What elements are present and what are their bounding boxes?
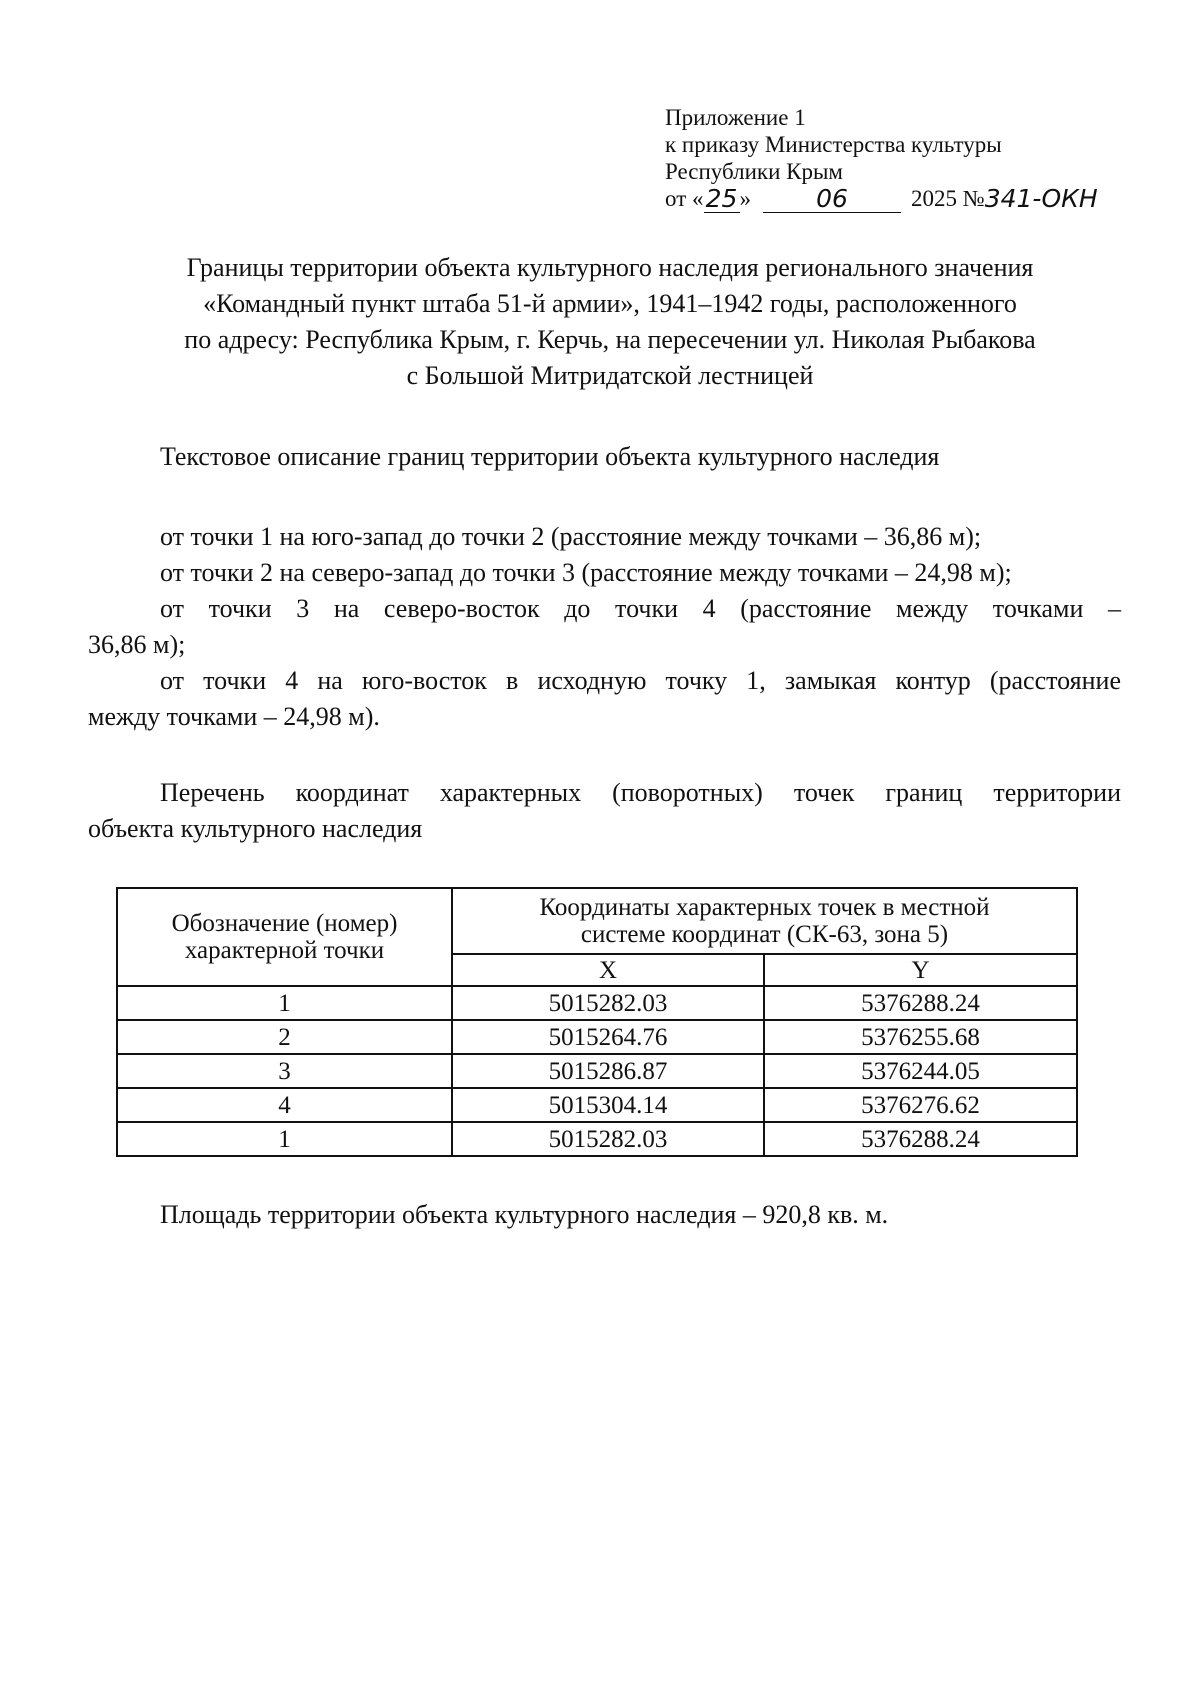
coord-x: 5015282.03 — [452, 986, 764, 1020]
table-row — [117, 986, 1077, 1020]
description-line-1: от точки 1 на юго-запад до точки 2 (расстояние между точками – 36,86 м); — [160, 522, 982, 551]
date-prefix: от « — [665, 186, 704, 211]
coord-y: 5376244.05 — [764, 1054, 1077, 1088]
description-line-3: от точки 3 на северо-восток до точки 4 (расстояние между точками – — [160, 594, 1121, 623]
coordinates-intro — [88, 775, 1121, 847]
appendix-block — [665, 104, 1103, 213]
coord-x: 5015286.87 — [452, 1054, 764, 1088]
coord-y: 5376276.62 — [764, 1088, 1077, 1122]
date-month-field — [763, 185, 901, 213]
area-statement: Площадь территории объекта культурного наследия – 920,8 кв. м. — [160, 1200, 889, 1229]
date-month: 06 — [816, 184, 848, 213]
appendix-date-line — [665, 185, 1103, 213]
header-x: X — [452, 954, 764, 986]
header-point-line-2: характерной точки — [184, 937, 385, 964]
header-coords-line-2: системе координат (СК-63, зона 5) — [580, 921, 949, 948]
coordinates-table — [116, 887, 1078, 1157]
description-line-2: от точки 2 на северо-запад до точки 3 (расстояние между точками – 24,98 м); — [160, 558, 1012, 587]
date-day-close: » — [739, 186, 751, 211]
order-number: 341-ОКН — [984, 184, 1098, 213]
date-year-number: 2025 № — [911, 186, 985, 211]
table-row — [117, 1122, 1077, 1156]
coordinates-intro-line-1: Перечень координат характерных (поворотных) точек границ территории — [160, 778, 1121, 807]
point-number: 1 — [117, 986, 452, 1020]
coord-y: 5376288.24 — [764, 986, 1077, 1020]
description-line-4: 36,86 м); — [88, 630, 186, 659]
table-header-row — [117, 888, 1077, 954]
table-row — [117, 1020, 1077, 1054]
header-point-cell — [117, 888, 452, 986]
date-day-field — [704, 185, 740, 213]
header-point-line-1: Обозначение (номер) — [171, 910, 398, 937]
title-line-3: по адресу: Республика Крым, г. Керчь, на пересечении ул. Николая Рыбакова — [184, 325, 1036, 354]
point-number: 4 — [117, 1088, 452, 1122]
appendix-order-line: к приказу Министерства культуры — [665, 132, 1002, 157]
description-line-5: от точки 4 на юго-восток в исходную точку 1, замыкая контур (расстояние — [160, 666, 1121, 695]
date-day: 25 — [705, 184, 738, 213]
point-number: 2 — [117, 1020, 452, 1054]
description-line-6: между точками – 24,98 м). — [88, 702, 380, 731]
coord-x: 5015304.14 — [452, 1088, 764, 1122]
appendix-title: Приложение 1 — [665, 105, 806, 130]
table-row — [117, 1054, 1077, 1088]
point-number: 1 — [117, 1122, 452, 1156]
point-number: 3 — [117, 1054, 452, 1088]
header-coords-line-1: Координаты характерных точек в местной — [539, 894, 990, 921]
title-line-4: с Большой Митридатской лестницей — [406, 361, 814, 390]
coord-x: 5015282.03 — [452, 1122, 764, 1156]
coord-y: 5376288.24 — [764, 1122, 1077, 1156]
coord-y: 5376255.68 — [764, 1020, 1077, 1054]
title-line-2: «Командный пункт штаба 51-й армии», 1941–1942 годы, расположенного — [203, 289, 1017, 318]
appendix-republic-line: Республики Крым — [665, 159, 843, 184]
order-number-field — [985, 185, 1103, 212]
section-heading-description: Текстовое описание границ территории объекта культурного наследия — [160, 442, 940, 471]
title-line-1: Границы территории объекта культурного наследия регионального значения — [186, 253, 1034, 282]
table-row — [117, 1088, 1077, 1122]
document-title — [100, 250, 1120, 394]
coordinates-intro-line-2: объекта культурного наследия — [88, 814, 423, 843]
coord-x: 5015264.76 — [452, 1020, 764, 1054]
header-coords-cell — [452, 888, 1077, 954]
boundary-description — [88, 519, 1121, 735]
header-y: Y — [764, 954, 1077, 986]
